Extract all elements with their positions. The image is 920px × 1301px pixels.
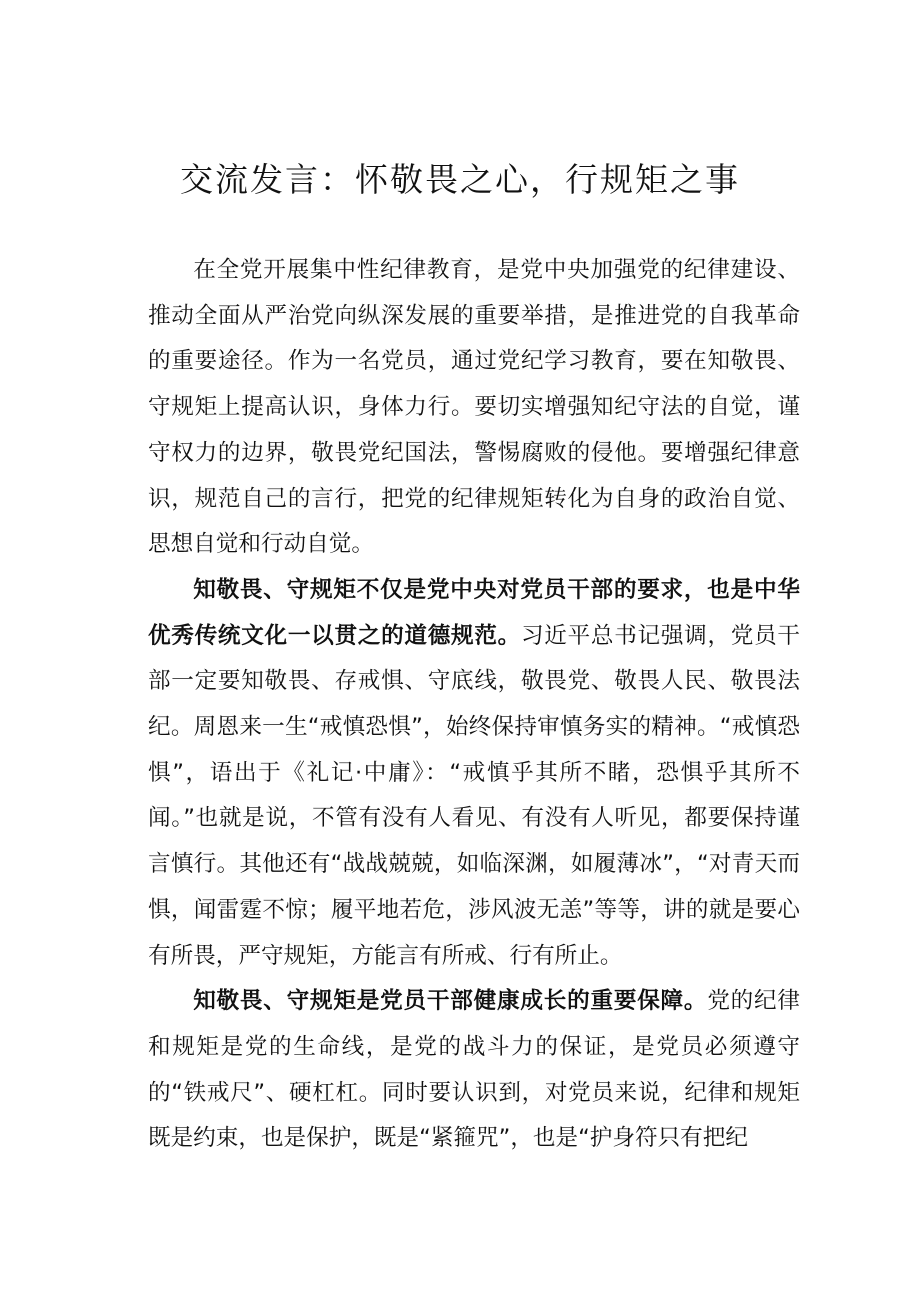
paragraph-3-lead: 知敬畏、守规矩是党员干部健康成长的重要保障。 bbox=[193, 988, 708, 1015]
paragraph-1 bbox=[148, 248, 800, 568]
paragraph-2-text: 习近平总书记强调，党员干部一定要知敬畏、存戒惧、守底线，敬畏党、敬畏人民、敬畏法纪。周恩来一生“戒慎恐惧”，始终保持审慎务实的精神。“戒慎恐惧”，语出于《礼记·中庸》：“戒慎乎其所不睹，恐惧乎其所不闻。”也就是说，不管有没有人看见、有没有人听见，都要保持谨言慎行。其他还有“战战兢兢，如临深渊，如履薄冰”，“对青天而惧，闻雷霆不惊；履平地若危，涉风波无恙”等等，讲的就是要心有所畏，严守规矩，方能言有所戒、行有所止。 bbox=[148, 622, 801, 969]
paragraph-2-lead: 知敬畏、守规矩不仅是党中央对党员干部的要求，也是中华优秀传统文化一以贯之的道德规范。 bbox=[148, 576, 800, 649]
paragraph-3-text: 党的纪律和规矩是党的生命线，是党的战斗力的保证，是党员必须遵守的“铁戒尺”、硬杠杠。同时要认识到，对党员来说，纪律和规矩既是约束，也是保护，既是“紧箍咒”，也是“护身符只有把纪 bbox=[148, 988, 801, 1152]
document-title: 交流发言：怀敬畏之心，行规矩之事 bbox=[180, 160, 740, 199]
paragraph-2 bbox=[148, 568, 800, 979]
paragraph-3 bbox=[148, 979, 800, 1162]
document-body bbox=[148, 248, 800, 1162]
paragraph-1-text: 在全党开展集中性纪律教育，是党中央加强党的纪律建设、推动全面从严治党向纵深发展的重要举措，是推进党的自我革命的重要途径。作为一名党员，通过党纪学习教育，要在知敬畏、守规矩上提高认识，身体力行。要切实增强知纪守法的自觉，谨守权力的边界，敬畏党纪国法，警惕腐败的侵他。要增强纪律意识，规范自己的言行，把党的纪律规矩转化为自身的政治自觉、思想自觉和行动自觉。 bbox=[148, 257, 800, 558]
